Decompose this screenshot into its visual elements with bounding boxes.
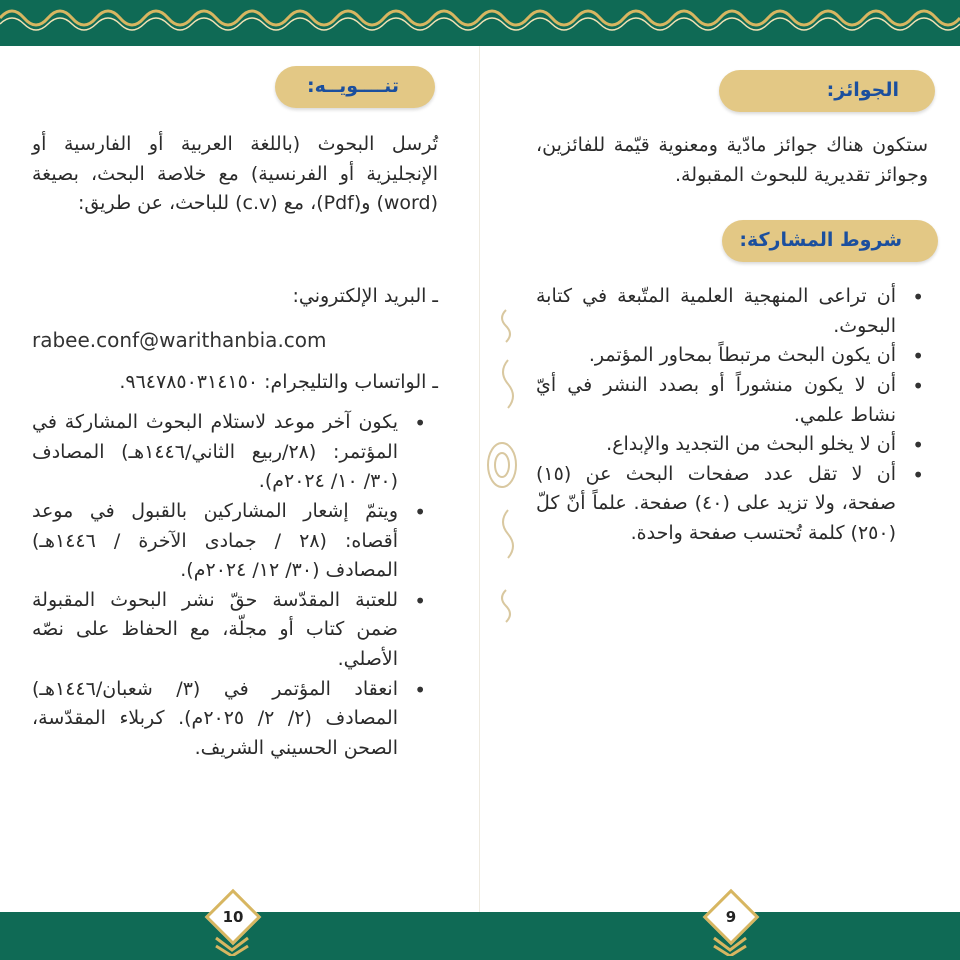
- conditions-list-container: [536, 282, 936, 549]
- notes-list-container: [32, 408, 438, 764]
- list-item: • يكون آخر موعد لاستلام البحوث المشاركة في المؤتمر: (٢٨/ربيع الثاني/١٤٤٦هـ) المصادف (٣٠/ ١٠/ ٢٠٢٤م).: [32, 408, 438, 497]
- prizes-text: ستكون هناك جوائز مادّية ومعنوية قيّمة للفائزين، وجوائز تقديرية للبحوث المقبولة.: [536, 134, 928, 186]
- whatsapp-line: ـ الواتساب والتليجرام: ٩٦٤٧٨٥٠٣١٤١٥٠.: [119, 371, 438, 393]
- center-ornament: [476, 300, 524, 650]
- top-decorative-band: [0, 0, 960, 46]
- notes-list: [32, 408, 438, 764]
- email-label-container: [32, 282, 438, 312]
- page-number: 9: [725, 908, 737, 926]
- conditions-list: [536, 282, 936, 549]
- whatsapp-container: [32, 368, 438, 398]
- conditions-heading-pill: [722, 220, 938, 262]
- list-item: • ويتمّ إشعار المشاركين بالقبول في موعد أقصاه: (٢٨ / جمادى الآخرة / ١٤٤٦هـ) المصادف (٣٠/ ١٢/ ٢٠٢٤م).: [32, 497, 438, 586]
- list-item: • أن لا يكون منشوراً أو بصدد النشر في أيّ نشاط علمي.: [536, 371, 936, 430]
- gold-wave-pattern: [0, 0, 960, 34]
- list-item: • أن تراعى المنهجية العلمية المتّبعة في كتابة البحوث.: [536, 282, 936, 341]
- list-item: • أن لا يخلو البحث من التجديد والإبداع.: [536, 430, 936, 460]
- email-label: ـ البريد الإلكتروني:: [292, 285, 438, 307]
- conditions-heading: شروط المشاركة:: [739, 229, 902, 251]
- prizes-heading: الجوائز:: [826, 79, 899, 101]
- list-item: • انعقاد المؤتمر في (٣/ شعبان/١٤٤٦هـ) المصادف (٢/ ٢/ ٢٠٢٥م). كربلاء المقدّسة، الصحن الحسيني الشريف.: [32, 675, 438, 764]
- notice-heading: تنــــويــه:: [306, 75, 399, 97]
- bottom-decorative-band: [0, 912, 960, 960]
- intro-text: تُرسل البحوث (باللغة العربية أو الفارسية أو الإنجليزية أو الفرنسية) مع خلاصة البحث، بصيغة (word) و(Pdf)، مع (c.v) للباحث، عن طريق:: [32, 133, 438, 215]
- notice-heading-pill: [275, 66, 435, 108]
- prizes-heading-pill: [719, 70, 935, 112]
- list-item: • أن لا تقل عدد صفحات البحث عن (١٥) صفحة، ولا تزيد على (٤٠) صفحة. علماً أنّ كلّ (٢٥٠) كلمة تُحتسب صفحة واحدة.: [536, 460, 936, 549]
- page-number: 10: [222, 908, 244, 926]
- list-item: • للعتبة المقدّسة حقّ نشر البحوث المقبولة ضمن كتاب أو مجلّة، مع الحفاظ على نصّه الأصلي.: [32, 586, 438, 675]
- notice-intro: [32, 130, 438, 219]
- list-item: • أن يكون البحث مرتبطاً بمحاور المؤتمر.: [536, 341, 936, 371]
- email-address: rabee.conf@warithanbia.com: [32, 328, 327, 352]
- prizes-section: [536, 131, 928, 190]
